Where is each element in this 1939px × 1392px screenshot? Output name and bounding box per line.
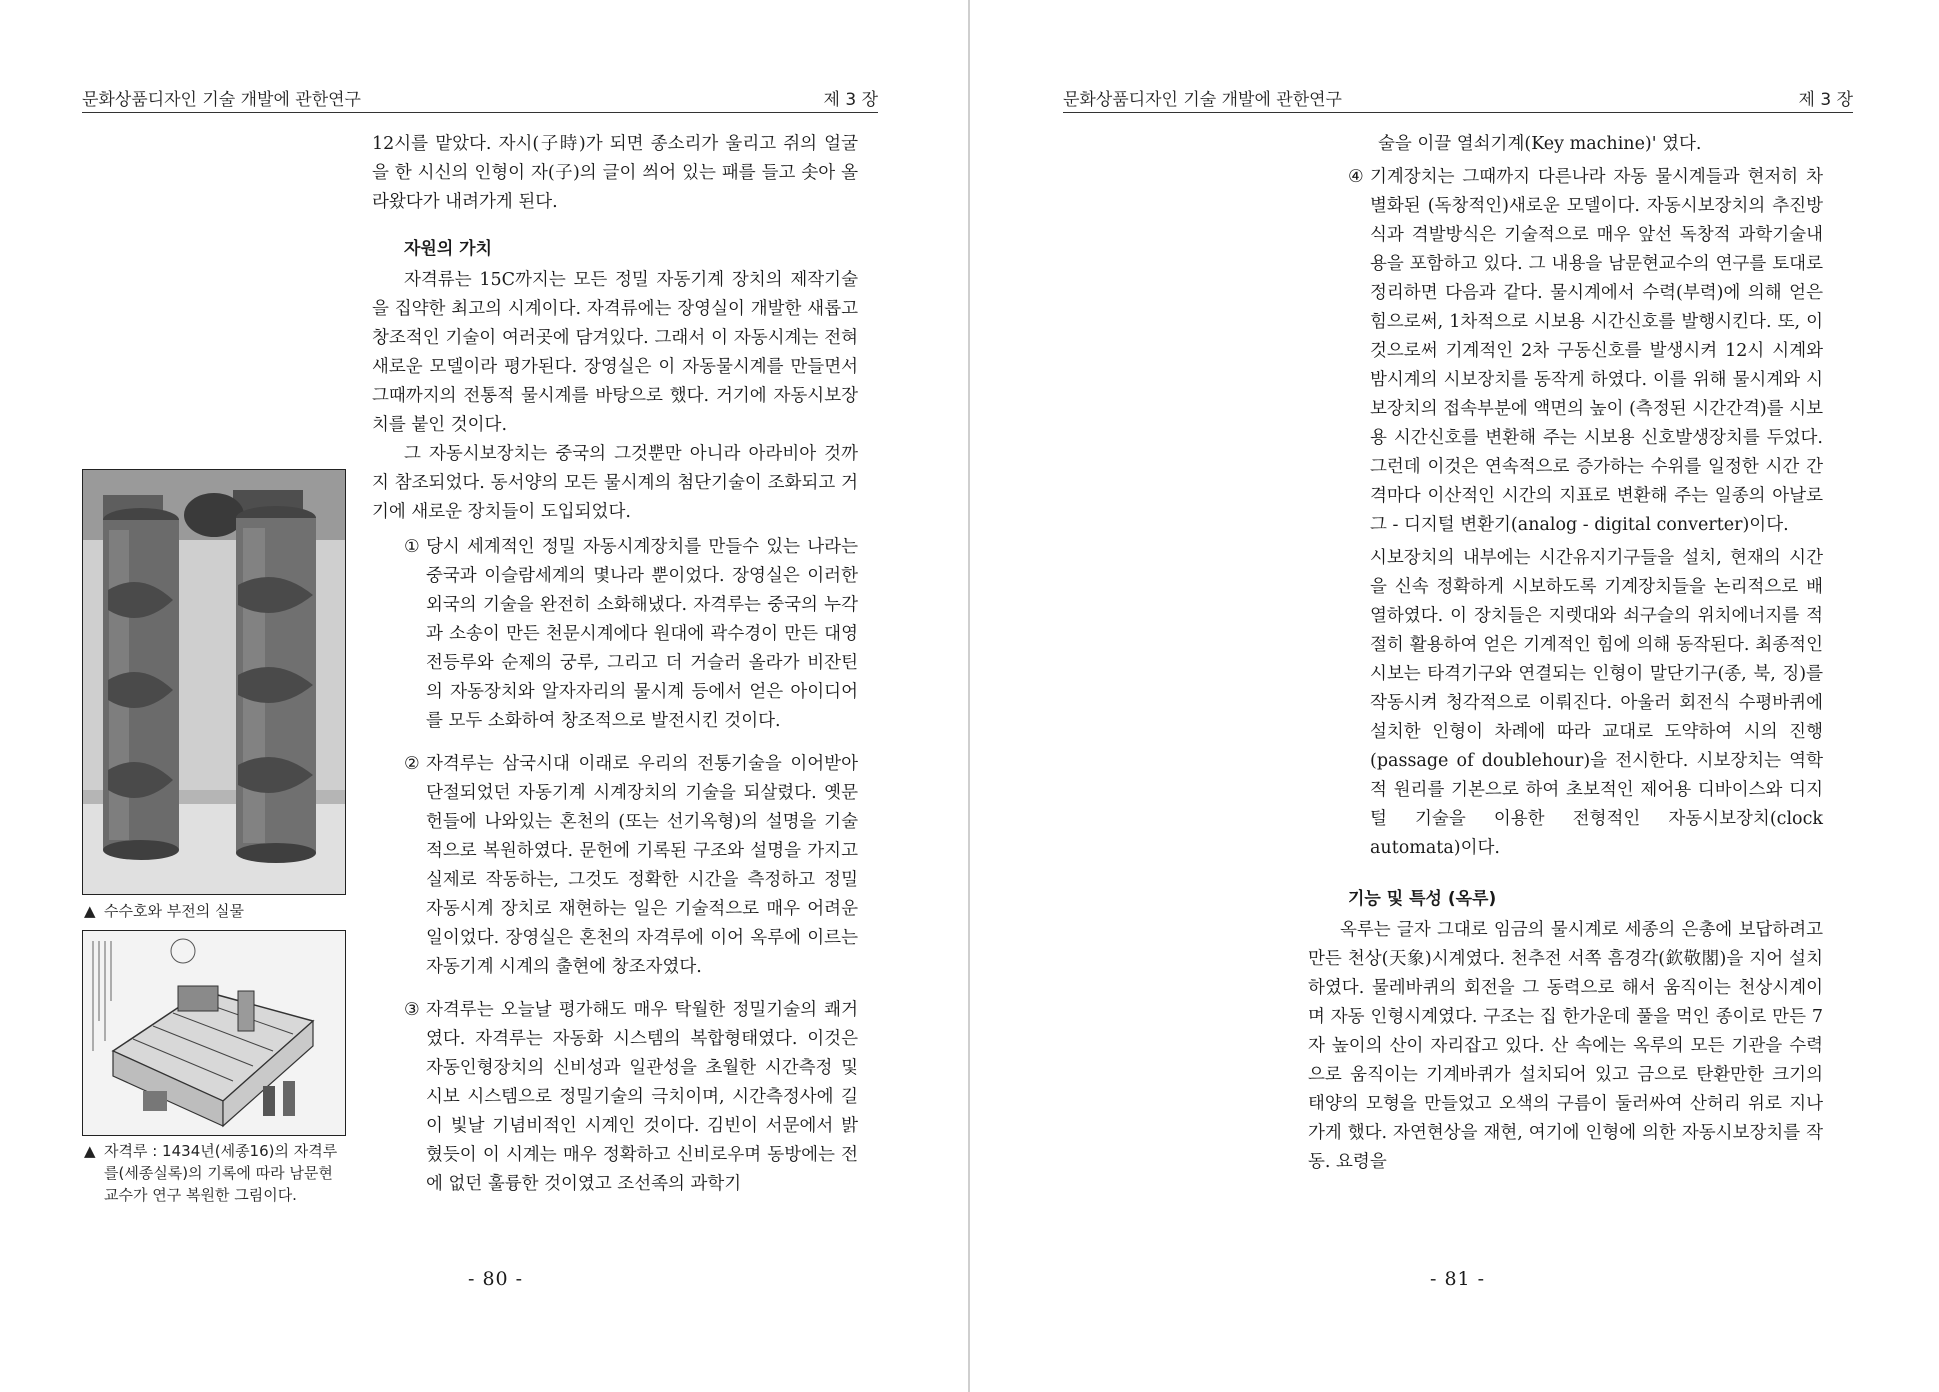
paragraph: 옥루는 글자 그대로 임금의 물시계로 세종의 은총에 보답하려고 만든 천상(天象)시계였다. 천추전 서쪽 흠경각(欽敬閣)을 지어 설치하였다. 물레바퀴의 회전을 그 동력으로 해서 움직이는 천상시계이며 자동 인형시계였다. 구조는 집 한가운데 풀을 먹인 종이로 만든 7자 높이의 산이 자리잡고 있다. 산 속에는 옥루의 모든 기관을 수력으로 움직이는 기계바퀴가 설치되어 있고 금으로 탄환만한 크기의 태양의 모형을 만들었고 오색의 구름이 둘러싸여 산허리 위로 지나가게 했다. 자연현상을 재현, 여기에 인형에 의한 자동시보장치를 작동. 요령을 (1308, 920, 1823, 1172)
paragraph: 시보장치의 내부에는 시간유지기구들을 설치, 현재의 시간을 신속 정확하게 시보하도록 기계장치들을 논리적으로 배열하였다. 이 장치들은 지렛대와 쇠구슬의 위치에너지를 적절히 활용하여 얻은 기계적인 힘에 의해 동작된다. 최종적인 시보는 타격기구와 연결되는 인형이 말단기구(종, 북, 징)를 작동시켜 청각적으로 이뤄진다. 아울러 회전식 수평바퀴에 설치한 인형이 차례에 따라 교대로 도약하여 시의 진행(passage of doublehour)을 전시한다. 시보장치는 역학적 원리를 기본으로 하여 초보적인 제어용 디바이스와 디지털 기술을 이용한 전형적인 자동시보장치(clock automata)이다. (1370, 548, 1823, 858)
numbered-item (1348, 163, 1823, 540)
running-head-title: 문화상품디자인 기술 개발에 관한연구 (1063, 90, 1342, 110)
numbered-item (404, 750, 858, 982)
item-text: 자격루는 삼국시대 이래로 우리의 전통기술을 이어받아 단절되었던 자동기계 시계장치의 기술을 되살렸다. 옛문헌들에 나와있는 혼천의 (또는 선기옥형)의 설명을 기술적으로 복원하였다. 문헌에 기록된 구조와 설명을 가지고 실제로 작동하는, 그것도 정확한 시간을 측정하고 정밀 자동시계 장치로 재현하는 일은 기술적으로 매우 어려운 일이었다. 장영실은 혼천의 자격루에 이어 옥루에 이르는 자동기계 시계의 출현에 창조자였다. (426, 754, 858, 977)
running-head (1063, 86, 1853, 113)
caption-text: 수수호와 부전의 실물 (104, 902, 244, 920)
caption-triangle-icon: ▲ (84, 902, 96, 920)
paragraph: 12시를 맡았다. 자시(子時)가 되면 종소리가 울리고 쥐의 얼굴을 한 시신의 인형이 자(子)의 글이 씌어 있는 패를 들고 솟아 올라왔다가 내려가게 된다. (372, 134, 858, 212)
page-number: - 80 - (468, 1268, 524, 1290)
item-text: 당시 세계적인 정밀 자동시계장치를 만들수 있는 나라는 중국과 이슬람세계의 몇나라 뿐이었다. 장영실은 이러한 외국의 기술을 완전히 소화해냈다. 자격루는 중국의 누각과 소송이 만든 천문시계에다 원대에 곽수경이 만든 대영전등루와 순제의 궁루, 그리고 더 거슬러 올라가 비잔틴의 자동장치와 알자자리의 물시계 등에서 얻은 아이디어를 모두 소화하여 창조적으로 발전시킨 것이다. (426, 537, 858, 731)
paragraph: 술을 이끌 열쇠기계(Key machine)' 였다. (1378, 134, 1702, 154)
running-head-chapter: 제 3 장 (823, 90, 878, 110)
right-page (970, 0, 1939, 1392)
section-heading: 자원의 가치 (404, 239, 493, 259)
caption-triangle-icon: ▲ (84, 1142, 96, 1160)
running-head (82, 86, 878, 113)
photo-caption-2 (84, 1140, 346, 1206)
item-number: ③ (404, 1000, 420, 1020)
caption-text: 자격루 : 1434년(세종16)의 자격루를(세종실록)의 기록에 따라 남문현 교수가 연구 복원한 그림이다. (104, 1142, 338, 1204)
right-text-column (1308, 130, 1823, 1177)
numbered-item (404, 533, 858, 736)
pillars-illustration (83, 470, 345, 894)
item-number: ④ (1348, 167, 1364, 187)
paragraph: 그 자동시보장치는 중국의 그것뿐만 아니라 아라비아 것까지 참조되었다. 동서양의 모든 물시계의 첨단기술이 조화되고 거기에 새로운 장치들이 도입되었다. (372, 444, 858, 522)
page-number: - 81 - (1430, 1268, 1486, 1290)
numbered-item (404, 996, 858, 1199)
running-head-title: 문화상품디자인 기술 개발에 관한연구 (82, 90, 361, 110)
jagyeongnu-drawing (82, 930, 346, 1136)
section-heading: 기능 및 특성 (옥루) (1348, 889, 1497, 909)
item-text: 자격루는 오늘날 평가해도 매우 탁월한 정밀기술의 쾌거였다. 자격루는 자동화 시스템의 복합형태였다. 이것은 자동인형장치의 신비성과 일관성을 초월한 시간측정 및 시보 시스템으로 정밀기술의 극치이며, 시간측정사에 길이 빛날 기념비적인 시계인 것이다. 김빈이 서문에서 밝혔듯이 이 시계는 매우 정확하고 신비로우며 동방에는 전에 없던 훌륭한 것이였고 조선족의 과학기 (426, 1000, 858, 1194)
item-number: ② (404, 754, 420, 774)
item-text: 기계장치는 그때까지 다른나라 자동 물시계들과 현저히 차별화된 (독창적인)새로운 모델이다. 자동시보장치의 추진방식과 격발방식은 기술적으로 매우 앞선 독창적 과학기술내용을 포함하고 있다. 그 내용을 남문현교수의 연구를 토대로 정리하면 다음과 같다. 물시계에서 수력(부력)에 의해 얻은 힘으로써, 1차적으로 시보용 시간신호를 발행시킨다. 또, 이것으로써 기계적인 2차 구동신호를 발생시켜 12시 시계와 밤시계의 시보장치를 동작게 하였다. 이를 위해 물시계와 시보장치의 접속부분에 액면의 높이 (측정된 시간간격)를 시보용 시간신호를 변환해 주는 시보용 신호발생장치를 두었다. 그런데 이것은 연속적으로 증가하는 수위를 일정한 시간 간격마다 이산적인 시간의 지표로 변환해 주는 일종의 아날로그 - 디지털 변환기(analog - digital converter)이다. (1370, 167, 1823, 535)
left-text-column (372, 130, 858, 1199)
pillars-photo (82, 469, 346, 895)
running-head-chapter: 제 3 장 (1798, 90, 1853, 110)
photo-caption-1 (84, 900, 346, 922)
item-number: ① (404, 537, 420, 557)
jagyeongnu-illustration (83, 931, 345, 1135)
paragraph: 자격류는 15C까지는 모든 정밀 자동기계 장치의 제작기술을 집약한 최고의 시계이다. 자격류에는 장영실이 개발한 새롭고 창조적인 기술이 여러곳에 담겨있다. 그래서 이 자동시계는 전혀 새로운 모델이라 평가된다. 장영실은 이 자동물시계를 만들면서 그때까지의 전통적 물시계를 바탕으로 했다. 거기에 자동시보장치를 붙인 것이다. (372, 270, 858, 435)
